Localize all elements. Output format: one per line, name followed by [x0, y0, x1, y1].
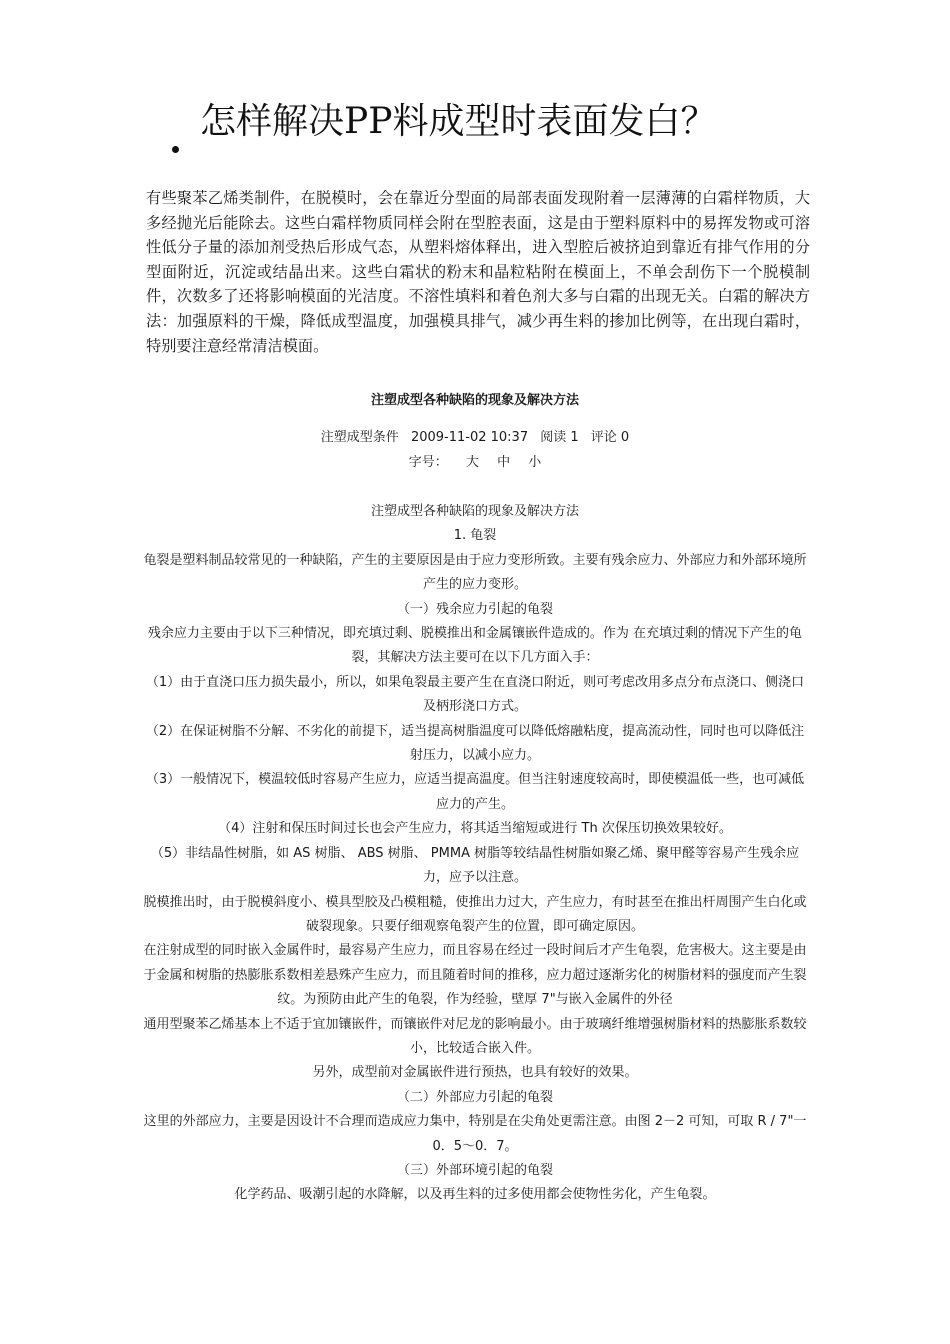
section-heading: 1. 龟裂: [453, 528, 497, 544]
body-paragraph: 化学药品、吸潮引起的水降解，以及再生料的过多使用都会使物性劣化，产生龟裂。: [234, 1187, 716, 1203]
body-paragraph: 在注射成型的同时嵌入金属件时，最容易产生应力，而且容易在经过一段时间后才产生龟裂，危害极大。这主要是由于金属和树脂的热膨胀系数相差悬殊产生应力，而且随着时间的推移，应力超过逐渐劣化的树脂材料的强度而产生裂纹。为预防由此产生的龟裂，作为经验，壁厚 7"与嵌入金属件的外径: [143, 943, 807, 1008]
subsection-heading: （二）外部应力引起的龟裂: [396, 1089, 553, 1105]
body-paragraph: 通用型聚苯乙烯基本上不适于宜加镶嵌件，而镶嵌件对尼龙的影响最小。由于玻璃纤维增强树脂材料的热膨胀系数较小，比较适合嵌入件。: [143, 1016, 807, 1056]
meta-reads: 阅读 1: [540, 430, 579, 445]
list-item: （3）一般情况下，模温较低时容易产生应力，应适当提高温度。但当注射速度较高时，即使模温低一些，也可减低应力的产生。: [145, 772, 805, 812]
list-item: （5）非结晶性树脂，如 AS 树脂、 ABS 树脂、 PMMA 树脂等较结晶性树脂如聚乙烯、聚甲醛等容易产生残余应力，应予以注意。: [150, 845, 800, 886]
body-paragraph: 龟裂是塑料制品较常见的一种缺陷，产生的主要原因是由于应力变形所致。主要有残余应力、外部应力和外部环境所产生的应力变形。: [143, 552, 807, 593]
body-paragraph: 残余应力主要由于以下三种情况，即充填过剩、脱模推出和金属镶嵌件造成的。作为 在充填过剩的情况下产生的龟裂，其解决方法主要可在以下几方面入手：: [147, 626, 803, 666]
article-title: 注塑成型各种缺陷的现象及解决方法: [370, 393, 579, 408]
intro-paragraph: 有些聚苯乙烯类制件，在脱模时，会在靠近分型面的局部表面发现附着一层薄薄的白霜样物质，大多经抛光后能除去。这些白霜样物质同样会附在型腔表面，这是由于塑料原料中的易挥发物或可溶性低分子量的添加剂受热后形成气态，从塑料熔体释出，进入型腔后被挤迫到靠近有排气作用的分型面附近，沉淀或结晶出来。这些白霜状的粉末和晶粒粘附在模面上，不单会刮伤下一个脱模制件，次数多了还将影响模面的光洁度。不溶性填料和着色剂大多与白霜的出现无关。白霜的解决方法：加强原料的干燥，降低成型温度，加强模具排气，减少再生料的掺加比例等，在出现白霜时，特别要注意经常清洁模面。: [146, 189, 810, 355]
font-size-small-link[interactable]: 小: [528, 455, 542, 470]
body-paragraph: 脱模推出时，由于脱模斜度小、模具型胶及凸模粗糙，使推出力过大，产生应力，有时甚至在推出杆周围产生白化或破裂现象。只要仔细观察龟裂产生的位置，即可确定原因。: [143, 894, 807, 934]
font-size-label: 字号：: [408, 455, 448, 470]
subsection-heading: （三）外部环境引起的龟裂: [396, 1162, 553, 1178]
list-item: （1）由于直浇口压力损失最小，所以，如果龟裂最主要产生在直浇口附近，则可考虑改用多点分布点浇口、侧浇口及柄形浇口方式。: [145, 674, 805, 715]
body-heading: 注塑成型各种缺陷的现象及解决方法: [370, 504, 579, 519]
body-paragraph: 这里的外部应力，主要是因设计不合理而造成应力集中，特别是在尖角处更需注意。由图 2－2 可知，可取 R / 7"一 0．5～0．7。: [143, 1114, 807, 1154]
meta-datetime: 2009-11-02 10:37: [410, 430, 529, 445]
article-meta: [140, 427, 810, 449]
body-paragraph: 另外，成型前对金属嵌件进行预热，也具有较好的效果。: [312, 1065, 638, 1081]
font-size-medium-link[interactable]: 中: [497, 455, 511, 470]
list-item: （2）在保证树脂不分解、不劣化的前提下，适当提高树脂温度可以降低熔融粘度，提高流动性，同时也可以降低注射压力，以减小应力。: [145, 723, 805, 764]
meta-comments[interactable]: 评论 0: [590, 430, 630, 445]
meta-category[interactable]: 注塑成型条件: [320, 430, 399, 445]
page-title: 怎样解决PP料成型时表面发白？: [200, 101, 717, 142]
subsection-heading: （一）残余应力引起的龟裂: [396, 601, 553, 617]
list-item: （4）注射和保压时间过长也会产生应力，将其适当缩短或进行 Th 次保压切换效果较好。: [218, 821, 732, 837]
font-size-selector: [140, 452, 810, 474]
article-body: [140, 500, 810, 1208]
font-size-large-link[interactable]: 大: [465, 455, 479, 470]
bullet-marker: [172, 146, 179, 153]
